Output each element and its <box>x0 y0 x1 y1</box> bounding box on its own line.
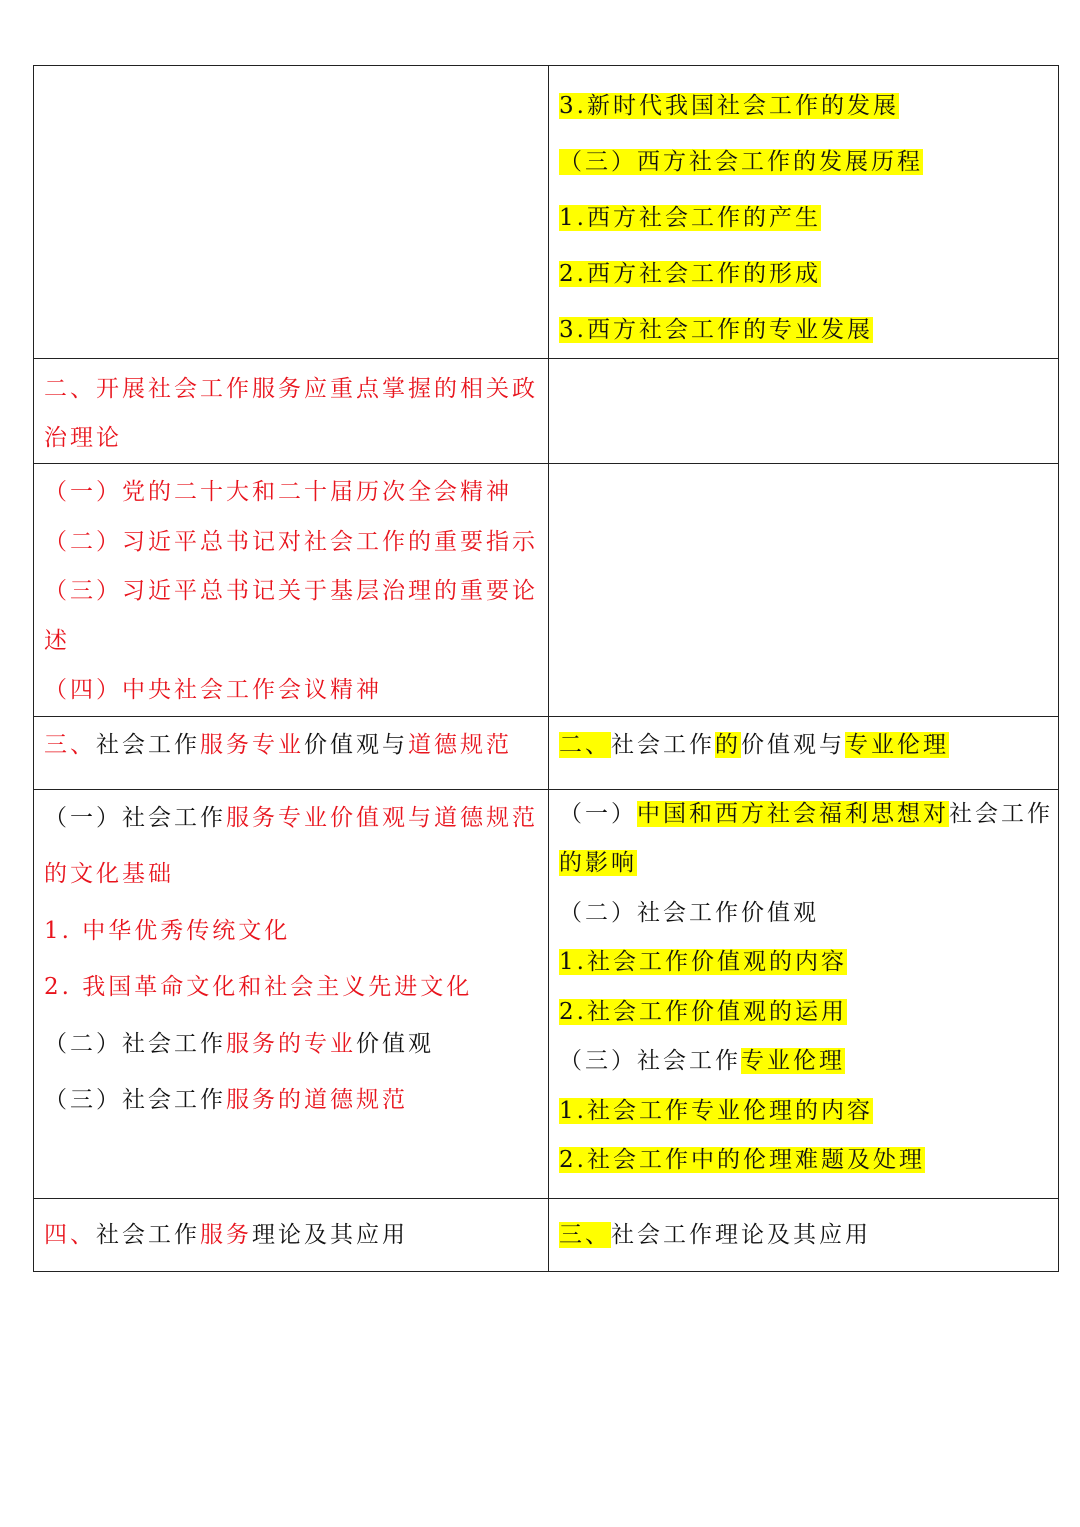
text-segment: 理论及其应用 <box>252 1221 408 1248</box>
text-segment: 价值观与 <box>304 731 408 758</box>
left-cell <box>34 1198 549 1271</box>
text-segment: 2.社会工作价值观的运用 <box>559 998 847 1025</box>
text-line <box>559 988 1050 1038</box>
table-row <box>34 1198 1059 1271</box>
text-segment: （一）党的二十大和二十届历次全会精神 <box>44 479 512 505</box>
text-line <box>44 790 540 847</box>
text-segment: 3.新时代我国社会工作的发展 <box>559 93 899 119</box>
text-line <box>559 134 1050 190</box>
text-segment: 社会工作 <box>611 731 715 758</box>
text-segment: 1.社会工作价值观的内容 <box>559 949 847 975</box>
text-segment: 二、 <box>559 731 611 758</box>
text-line <box>44 1199 540 1271</box>
text-line <box>559 302 1050 358</box>
text-line <box>559 1087 1050 1137</box>
text-line <box>559 190 1050 246</box>
right-cell <box>549 716 1059 789</box>
text-segment: 的影响 <box>559 850 637 876</box>
text-segment: 社会工作 <box>949 800 1053 827</box>
text-segment: 中国和西方社会福利思想对 <box>637 800 949 827</box>
text-segment: 四、 <box>44 1221 96 1248</box>
text-segment: 专业伦理 <box>741 1048 845 1074</box>
text-segment: （一）社会工作 <box>44 804 226 831</box>
right-cell <box>549 66 1059 359</box>
text-line <box>559 1199 1050 1271</box>
text-segment: 服务专业价值观与道德规范 <box>226 804 538 831</box>
text-segment: （二）社会工作价值观 <box>559 899 819 926</box>
left-cell <box>34 716 549 789</box>
text-line <box>559 1136 1050 1186</box>
text-line <box>44 617 540 667</box>
text-line <box>559 717 1050 773</box>
text-segment: （三）习近平总书记关于基层治理的重要论 <box>44 578 538 604</box>
left-cell <box>34 789 549 1198</box>
text-segment: 社会工作 <box>96 1221 200 1248</box>
text-segment: 社会工作理论及其应用 <box>611 1221 871 1248</box>
left-cell <box>34 66 549 359</box>
text-line <box>44 567 540 617</box>
text-segment: （一） <box>559 800 637 827</box>
left-cell <box>34 464 549 717</box>
text-segment: （二）习近平总书记对社会工作的重要指示 <box>44 528 538 555</box>
text-segment: 道德规范 <box>408 731 512 758</box>
text-line <box>44 959 540 1016</box>
right-cell <box>549 789 1059 1198</box>
text-line <box>559 889 1050 939</box>
text-segment: 3.西方社会工作的专业发展 <box>559 317 873 343</box>
right-cell <box>549 464 1059 717</box>
text-segment: 价值观与 <box>741 731 845 758</box>
text-segment: 1. 中华优秀传统文化 <box>44 917 291 944</box>
text-line <box>44 1016 540 1073</box>
text-segment: 服务的专业 <box>226 1030 356 1057</box>
text-line <box>559 938 1050 988</box>
text-segment: 2.社会工作中的伦理难题及处理 <box>559 1147 925 1173</box>
table-row <box>34 66 1059 359</box>
text-segment: （三）西方社会工作的发展历程 <box>559 149 923 175</box>
text-line <box>44 1072 540 1129</box>
text-segment: （四）中央社会工作会议精神 <box>44 677 382 703</box>
table-row <box>34 359 1059 464</box>
text-line <box>44 846 540 903</box>
text-segment: 2. 我国革命文化和社会主义先进文化 <box>44 974 473 1000</box>
text-line <box>559 78 1050 134</box>
text-segment: 服务 <box>200 1221 252 1248</box>
text-segment: 的 <box>715 731 741 758</box>
text-line <box>44 365 540 414</box>
text-line <box>559 246 1050 302</box>
text-segment: 1.社会工作专业伦理的内容 <box>559 1097 873 1124</box>
text-segment: 三、 <box>44 731 96 758</box>
table-row <box>34 464 1059 717</box>
text-segment: 三、 <box>559 1221 611 1248</box>
table-row <box>34 789 1059 1198</box>
right-cell <box>549 359 1059 464</box>
text-segment: 服务专业 <box>200 731 304 758</box>
text-line <box>44 518 540 568</box>
text-segment: 社会工作 <box>96 731 200 758</box>
text-segment: 专业伦理 <box>845 731 949 758</box>
text-segment: （三）社会工作 <box>559 1048 741 1074</box>
text-segment: 服务的道德规范 <box>226 1087 408 1113</box>
text-line <box>44 468 540 518</box>
left-cell <box>34 359 549 464</box>
text-segment: （三）社会工作 <box>44 1087 226 1113</box>
text-segment: 价值观 <box>356 1030 434 1057</box>
text-line <box>559 839 1050 889</box>
right-cell <box>549 1198 1059 1271</box>
text-line <box>44 666 540 716</box>
text-line <box>559 1037 1050 1087</box>
text-segment: 1.西方社会工作的产生 <box>559 205 821 231</box>
text-segment: 述 <box>44 627 70 654</box>
text-segment: 二、开展社会工作服务应重点掌握的相关政 <box>44 376 538 402</box>
text-segment: 治理论 <box>44 425 122 451</box>
syllabus-comparison-table <box>33 65 1059 1272</box>
table-row <box>34 716 1059 789</box>
text-segment: 2.西方社会工作的形成 <box>559 261 821 287</box>
text-segment: （二）社会工作 <box>44 1030 226 1057</box>
text-line <box>44 903 540 960</box>
text-line <box>559 790 1053 840</box>
text-line <box>44 717 540 773</box>
text-line <box>44 414 540 463</box>
text-segment: 的文化基础 <box>44 861 174 887</box>
